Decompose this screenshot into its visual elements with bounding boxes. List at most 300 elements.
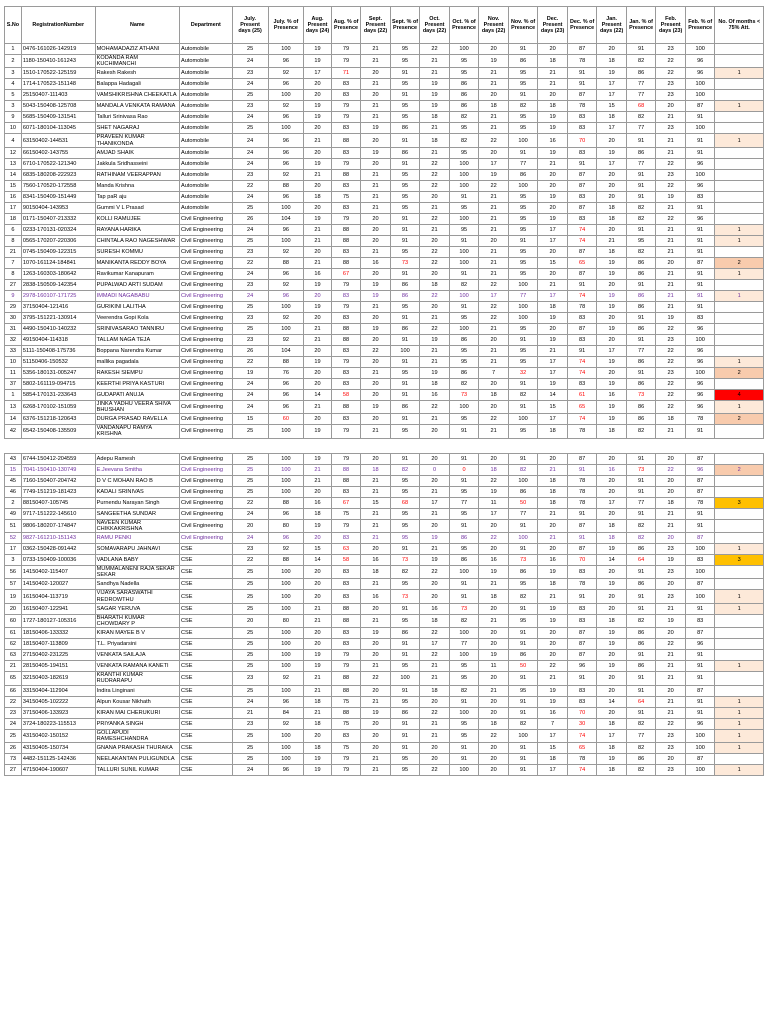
table-cell: 1 — [715, 544, 764, 555]
table-cell: 91 — [567, 68, 597, 79]
table-cell — [715, 301, 764, 312]
table-cell: Civil Engineering — [179, 389, 232, 400]
table-cell: 33150404-112904 — [21, 685, 95, 696]
table-cell: 20 — [597, 169, 627, 180]
table-cell: 92 — [268, 312, 304, 323]
table-cell: 21 — [420, 345, 450, 356]
table-cell: 82 — [626, 765, 656, 776]
table-cell: 96 — [268, 400, 304, 413]
table-cell: SHET NAGARAJ — [95, 123, 179, 134]
table-cell: 23 — [656, 123, 686, 134]
table-cell: 22 — [656, 378, 686, 389]
table-cell: 21 — [656, 603, 686, 614]
table-cell: 17 — [479, 158, 509, 169]
table-cell: KODANDA RAM KUCHIMANCHI — [95, 55, 179, 68]
table-cell: 79 — [331, 453, 361, 464]
table-cell: CSE — [179, 729, 232, 742]
table-cell: 20 — [361, 544, 391, 555]
table-cell: 83 — [331, 566, 361, 579]
table-cell: 91 — [626, 685, 656, 696]
table-cell: 91 — [685, 134, 715, 147]
table-cell: 18 — [538, 301, 568, 312]
table-cell: 25 — [232, 202, 268, 213]
table-cell: 96 — [268, 378, 304, 389]
table-cell: 21 — [538, 279, 568, 290]
table-cell: mallika pagadala — [95, 356, 179, 367]
table-cell — [715, 180, 764, 191]
table-cell: KIRAN MAI CHERUKURI — [95, 707, 179, 718]
table-cell: 78 — [567, 425, 597, 438]
table-cell: 20 — [361, 235, 391, 246]
table-cell: 18150406-133332 — [21, 628, 95, 639]
table-cell: 96 — [685, 378, 715, 389]
table-cell: 86 — [508, 486, 538, 497]
table-cell: 23 — [656, 367, 686, 378]
table-cell: 20 — [479, 743, 509, 754]
table-cell: 37150406-133923 — [21, 707, 95, 718]
table-cell: 13 — [5, 400, 22, 413]
table-cell: 22 — [420, 213, 450, 224]
table-cell: 95 — [390, 180, 420, 191]
table-cell: 22 — [420, 169, 450, 180]
table-cell: 20 — [304, 90, 331, 101]
table-cell: 100 — [268, 90, 304, 101]
table-cell: 95 — [449, 414, 479, 425]
table-cell: 32150403-182619 — [21, 672, 95, 685]
table-cell: 21 — [420, 718, 450, 729]
table-cell: 1 — [715, 765, 764, 776]
table-cell: 95 — [449, 224, 479, 235]
table-cell: 73 — [508, 555, 538, 566]
table-cell: 95 — [508, 579, 538, 590]
table-cell: 1 — [715, 707, 764, 718]
table-cell: 5 — [5, 90, 22, 101]
table-cell: 0565-170207-220306 — [21, 235, 95, 246]
table-cell: 19 — [304, 158, 331, 169]
column-header: Oct. Present days (22) — [420, 7, 450, 44]
table-cell: 18 — [538, 101, 568, 112]
table-cell: 22 — [656, 718, 686, 729]
table-cell: 20 — [304, 290, 331, 301]
table-cell: 88 — [331, 685, 361, 696]
table-cell: 91 — [567, 464, 597, 475]
table-cell: 91 — [685, 279, 715, 290]
table-cell: MANIKANTA REDDY BOYA — [95, 257, 179, 268]
table-cell: 19 — [538, 213, 568, 224]
table-cell: 19 — [597, 579, 627, 590]
table-cell — [715, 55, 764, 68]
table-cell: 16 — [420, 389, 450, 400]
table-cell: 19 — [361, 323, 391, 334]
table-cell: 20 — [479, 334, 509, 345]
table-cell: CSE — [179, 696, 232, 707]
table-cell: 100 — [268, 590, 304, 603]
table-cell: 21 — [656, 672, 686, 685]
table-cell: 95 — [508, 112, 538, 123]
table-cell: 87 — [567, 628, 597, 639]
table-cell: 20 — [538, 44, 568, 55]
table-cell: 91 — [685, 707, 715, 718]
table-cell: 22 — [420, 158, 450, 169]
table-cell: 17 — [538, 765, 568, 776]
table-cell: 95 — [390, 519, 420, 532]
table-cell: 91 — [626, 508, 656, 519]
table-cell: 91 — [449, 696, 479, 707]
table-cell: 16 — [361, 590, 391, 603]
table-cell: 96 — [268, 158, 304, 169]
table-cell: 19 — [361, 147, 391, 158]
table-cell: Civil Engineering — [179, 323, 232, 334]
table-cell: Civil Engineering — [179, 268, 232, 279]
table-cell: 21 — [304, 224, 331, 235]
table-cell: 25 — [232, 475, 268, 486]
table-cell: Automobile — [179, 79, 232, 90]
table-cell: 20 — [304, 486, 331, 497]
table-cell: CHINTALA RAO NAGESHWAR — [95, 235, 179, 246]
table-cell: 91 — [390, 650, 420, 661]
table-cell: CSE — [179, 555, 232, 566]
table-cell: 20 — [597, 44, 627, 55]
table-cell: 20 — [361, 158, 391, 169]
table-cell: 100 — [685, 544, 715, 555]
table-cell: 100 — [508, 475, 538, 486]
table-cell: Ravikumar Kanapuram — [95, 268, 179, 279]
table-cell: 1 — [715, 718, 764, 729]
table-cell: 20 — [597, 685, 627, 696]
table-cell: 29 — [5, 301, 22, 312]
table-cell: 7160-150407-204742 — [21, 475, 95, 486]
table-cell: 95 — [449, 147, 479, 158]
table-row — [5, 334, 764, 345]
table-cell: 51150406-150532 — [21, 356, 95, 367]
table-cell: 88 — [331, 475, 361, 486]
table-cell: 21 — [479, 68, 509, 79]
table-cell: 21 — [656, 279, 686, 290]
column-header: S.No — [5, 7, 22, 44]
table-cell: 83 — [567, 312, 597, 323]
table-cell: 95 — [390, 79, 420, 90]
table-cell: 91 — [626, 224, 656, 235]
table-cell: CSE — [179, 566, 232, 579]
table-cell: 1727-180127-105316 — [21, 614, 95, 627]
table-cell: 21 — [656, 661, 686, 672]
table-cell: 95 — [390, 533, 420, 544]
table-cell: 2 — [715, 367, 764, 378]
table-row — [5, 544, 764, 555]
table-cell: 20 — [479, 147, 509, 158]
table-cell: Adepu Ramesh — [95, 453, 179, 464]
table-cell: 86 — [508, 566, 538, 579]
table-cell: 78 — [567, 497, 597, 508]
table-cell: 77 — [626, 345, 656, 356]
table-cell: 73 — [390, 555, 420, 566]
table-cell: 21 — [538, 79, 568, 90]
table-cell: 21 — [656, 425, 686, 438]
table-cell: 95 — [390, 169, 420, 180]
table-cell: Automobile — [179, 180, 232, 191]
table-cell: 19 — [597, 628, 627, 639]
table-cell: 21 — [656, 246, 686, 257]
table-cell: 65 — [5, 672, 22, 685]
table-cell: 21 — [361, 579, 391, 590]
table-cell: 91 — [626, 707, 656, 718]
table-cell: 15 — [232, 414, 268, 425]
table-cell: GOLLAPUDI RAMESHCHANDRA — [95, 729, 179, 742]
table-cell: 26 — [5, 743, 22, 754]
table-cell: 19 — [597, 290, 627, 301]
table-cell: 11 — [479, 497, 509, 508]
table-cell: 91 — [449, 425, 479, 438]
table-cell: 19 — [538, 566, 568, 579]
table-cell: 96 — [685, 213, 715, 224]
table-cell: 87 — [685, 579, 715, 590]
table-cell: 63 — [5, 650, 22, 661]
table-cell: E.Jeevana Smitha — [95, 464, 179, 475]
table-cell: 96 — [685, 158, 715, 169]
table-cell: 20 — [361, 729, 391, 742]
table-cell: 21 — [656, 290, 686, 301]
table-cell: 20 — [597, 334, 627, 345]
table-cell: 82 — [449, 112, 479, 123]
table-cell: 20 — [420, 475, 450, 486]
table-body-section-2 — [5, 453, 764, 775]
table-cell: 95 — [449, 718, 479, 729]
table-cell: 88 — [268, 497, 304, 508]
table-cell: 22 — [420, 566, 450, 579]
table-cell: CSE — [179, 544, 232, 555]
table-cell: 100 — [268, 566, 304, 579]
table-cell: 22 — [420, 628, 450, 639]
table-cell: DURGA PRASAD RAVELLA — [95, 414, 179, 425]
table-cell: 22 — [361, 345, 391, 356]
table-cell: 100 — [268, 123, 304, 134]
table-cell: 20 — [479, 628, 509, 639]
table-cell: 83 — [331, 147, 361, 158]
table-cell: 24 — [232, 191, 268, 202]
table-cell: 22 — [479, 301, 509, 312]
table-cell: 100 — [449, 628, 479, 639]
table-cell: 82 — [626, 202, 656, 213]
table-cell: 95 — [508, 213, 538, 224]
table-cell: 19 — [538, 147, 568, 158]
table-cell: 21 — [304, 672, 331, 685]
table-cell: 2838-150509-142354 — [21, 279, 95, 290]
table-cell: 15 — [597, 101, 627, 112]
table-cell: 88 — [331, 224, 361, 235]
table-cell: Indira Linginani — [95, 685, 179, 696]
table-row — [5, 134, 764, 147]
table-cell: 82 — [390, 566, 420, 579]
table-cell: 24 — [232, 765, 268, 776]
table-cell: 96 — [685, 464, 715, 475]
table-cell: 91 — [449, 743, 479, 754]
table-cell: 92 — [268, 718, 304, 729]
table-cell: 95 — [449, 508, 479, 519]
table-cell: 83 — [331, 79, 361, 90]
table-cell: 20 — [538, 246, 568, 257]
table-cell: 70 — [567, 134, 597, 147]
table-cell: 100 — [508, 279, 538, 290]
table-cell: 2 — [5, 497, 22, 508]
table-cell: 63 — [331, 544, 361, 555]
table-cell: Civil Engineering — [179, 224, 232, 235]
table-cell: 6542-150408-135509 — [21, 425, 95, 438]
table-cell: 88 — [331, 134, 361, 147]
table-cell: 21 — [656, 202, 686, 213]
table-cell: 73 — [626, 464, 656, 475]
table-cell: 86 — [626, 661, 656, 672]
table-cell: 78 — [685, 497, 715, 508]
table-cell: 88 — [331, 334, 361, 345]
table-cell: Civil Engineering — [179, 533, 232, 544]
table-cell: 18 — [597, 519, 627, 532]
table-cell: 21 — [479, 257, 509, 268]
table-row — [5, 685, 764, 696]
table-cell: 23 — [656, 90, 686, 101]
table-cell: 21 — [361, 754, 391, 765]
table-cell: 15 — [5, 464, 22, 475]
table-cell: 86 — [626, 628, 656, 639]
table-cell: 21 — [304, 603, 331, 614]
table-cell: 95 — [390, 55, 420, 68]
table-cell: 65 — [567, 257, 597, 268]
table-cell: 20 — [361, 268, 391, 279]
table-cell: 19 — [479, 55, 509, 68]
table-cell: Civil Engineering — [179, 312, 232, 323]
table-cell: 21 — [656, 112, 686, 123]
table-cell: 83 — [567, 334, 597, 345]
table-cell: 20 — [420, 453, 450, 464]
column-header: No. Of months < 75% Att. — [715, 7, 764, 44]
table-cell: CSE — [179, 672, 232, 685]
table-row — [5, 672, 764, 685]
table-row — [5, 79, 764, 90]
table-cell: 20 — [304, 579, 331, 590]
table-row — [5, 765, 764, 776]
table-cell: 8 — [5, 235, 22, 246]
table-cell: 23 — [232, 672, 268, 685]
table-cell: 88 — [268, 180, 304, 191]
table-cell: 91 — [508, 765, 538, 776]
table-cell: 22 — [479, 312, 509, 323]
table-cell: 22 — [420, 765, 450, 776]
table-cell: 2 — [715, 257, 764, 268]
table-cell: 16 — [538, 707, 568, 718]
table-cell: 1714-170523-151148 — [21, 79, 95, 90]
table-cell: 21 — [656, 134, 686, 147]
table-cell: 95 — [508, 345, 538, 356]
table-cell: 88 — [331, 614, 361, 627]
table-cell: 19 — [420, 79, 450, 90]
table-cell — [715, 475, 764, 486]
table-cell: 86 — [390, 707, 420, 718]
table-cell — [715, 614, 764, 627]
table-cell: 20 — [361, 378, 391, 389]
table-cell: 21 — [597, 235, 627, 246]
table-cell: 23 — [232, 279, 268, 290]
table-cell: 79 — [331, 650, 361, 661]
table-cell: 95 — [390, 301, 420, 312]
table-cell: 14 — [304, 389, 331, 400]
table-cell: 96 — [567, 661, 597, 672]
table-cell: 79 — [331, 356, 361, 367]
table-cell: 18 — [538, 425, 568, 438]
table-cell: 20 — [656, 486, 686, 497]
table-cell: 24 — [232, 400, 268, 413]
table-cell: 91 — [626, 134, 656, 147]
table-cell: 20 — [656, 453, 686, 464]
table-cell: 24 — [232, 79, 268, 90]
table-cell: 19 — [304, 101, 331, 112]
table-cell: 20 — [304, 123, 331, 134]
table-cell: 91 — [390, 414, 420, 425]
table-cell: 95 — [390, 367, 420, 378]
table-cell: 83 — [331, 628, 361, 639]
table-cell: 79 — [331, 213, 361, 224]
table-cell: 25 — [232, 743, 268, 754]
table-row — [5, 367, 764, 378]
table-cell: 100 — [268, 603, 304, 614]
table-cell: 86 — [508, 650, 538, 661]
table-cell: RAMU PENKI — [95, 533, 179, 544]
table-cell: 91 — [390, 224, 420, 235]
table-cell: 17 — [597, 90, 627, 101]
table-cell: 6710-170522-121340 — [21, 158, 95, 169]
table-cell: 18 — [420, 279, 450, 290]
table-cell: 21 — [361, 180, 391, 191]
table-cell: 18 — [597, 202, 627, 213]
table-cell: 1263-160303-180642 — [21, 268, 95, 279]
table-cell: 20 — [420, 579, 450, 590]
table-cell: 19 — [420, 533, 450, 544]
table-cell: 20 — [538, 544, 568, 555]
table-cell: 18 — [479, 590, 509, 603]
table-cell: 21 — [420, 68, 450, 79]
table-cell: 83 — [567, 685, 597, 696]
table-cell: Sandhya Nadella — [95, 579, 179, 590]
table-cell: 87 — [685, 685, 715, 696]
table-cell: 77 — [626, 497, 656, 508]
table-cell: 83 — [331, 290, 361, 301]
table-cell: 95 — [508, 68, 538, 79]
table-cell: 100 — [268, 425, 304, 438]
table-cell: 20 — [597, 134, 627, 147]
table-cell: 91 — [626, 180, 656, 191]
table-cell: 23 — [232, 169, 268, 180]
table-cell: 14 — [597, 555, 627, 566]
table-cell: BHARATH KUMAR CHOWDARY P — [95, 614, 179, 627]
table-cell: 91 — [390, 356, 420, 367]
table-row — [5, 743, 764, 754]
table-cell: 11 — [479, 661, 509, 672]
table-cell: 19 — [597, 323, 627, 334]
table-cell: 95 — [390, 508, 420, 519]
table-cell: 10 — [5, 356, 22, 367]
table-cell: 18 — [5, 213, 22, 224]
table-cell: 20 — [479, 672, 509, 685]
table-cell: 18 — [597, 765, 627, 776]
table-cell: 25 — [232, 123, 268, 134]
table-cell: 20 — [420, 754, 450, 765]
table-cell: 21 — [656, 519, 686, 532]
table-cell: 86 — [390, 323, 420, 334]
table-cell: 23 — [232, 312, 268, 323]
table-cell: 21 — [538, 672, 568, 685]
table-cell: 64 — [626, 555, 656, 566]
table-cell: Civil Engineering — [179, 519, 232, 532]
table-cell: 19 — [538, 603, 568, 614]
table-cell: 91 — [626, 486, 656, 497]
